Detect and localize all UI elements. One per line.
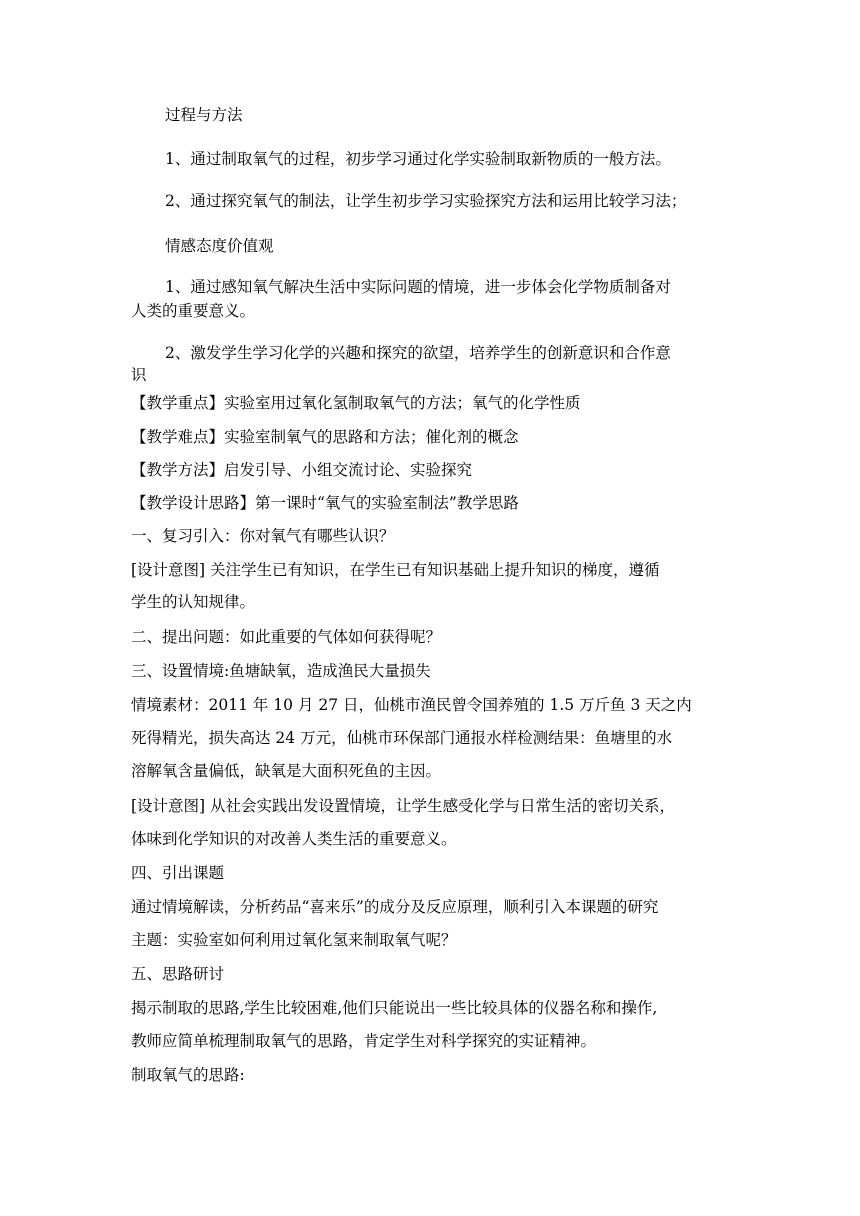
paragraph-line: 识 — [131, 366, 147, 384]
teaching-difficulties — [131, 422, 737, 452]
teaching-design-idea — [131, 488, 737, 518]
discussion-content — [131, 993, 737, 1056]
paragraph-line: 死得精光，损失高达 24 万元，仙桃市环保部门通报水样检测结果：鱼塘里的水 — [131, 729, 673, 747]
paragraph-process-2 — [131, 186, 737, 216]
step-2-question — [131, 622, 737, 652]
paragraph-emotion-2 — [131, 338, 737, 390]
paragraph-emotion-1 — [131, 272, 737, 326]
paragraph-line: 揭示制取的思路,学生比较困难,他们只能说出一些比较具体的仪器名称和操作, — [131, 999, 658, 1017]
paragraph-line: 2、激发学生学习化学的兴趣和探究的欲望，培养学生的创新意识和合作意 — [165, 344, 671, 362]
section-heading-emotion-values — [131, 231, 737, 261]
paragraph-line: 过程与方法 — [165, 106, 243, 124]
design-intent-1 — [131, 555, 737, 617]
paragraph-line: 一、复习引入：你对氧气有哪些认识？ — [131, 527, 395, 545]
paragraph-line: 溶解氧含量偏低，缺氧是大面积死鱼的主因。 — [131, 762, 442, 780]
paragraph-line: [设计意图] 关注学生已有知识，在学生已有知识基础上提升知识的梯度，遵循 — [131, 561, 660, 579]
teaching-key-points — [131, 388, 737, 418]
paragraph-line: 【教学难点】实验室制氧气的思路和方法；催化剂的概念 — [131, 428, 519, 446]
paragraph-line: 体味到化学知识的对改善人类生活的重要意义。 — [131, 830, 457, 848]
paragraph-line: 三、设置情境:鱼塘缺氧，造成渔民大量损失 — [131, 662, 431, 680]
paragraph-line: 【教学重点】实验室用过氧化氢制取氧气的方法；氧气的化学性质 — [131, 394, 581, 412]
paragraph-line: 情感态度价值观 — [165, 237, 274, 255]
scenario-material — [131, 690, 737, 786]
paragraph-line: 二、提出问题：如此重要的气体如何获得呢？ — [131, 628, 442, 646]
paragraph-line: 四、引出课题 — [131, 864, 225, 882]
paragraph-process-1 — [131, 144, 737, 174]
paragraph-line: 通过情境解读，分析药品“喜来乐”的成分及反应原理，顺利引入本课题的研究 — [131, 898, 659, 916]
paragraph-line: 情境素材：2011 年 10 月 27 日，仙桃市渔民曾令国养殖的 1.5 万斤鱼 3 天之内 — [131, 696, 692, 714]
section-heading-process-method — [131, 100, 737, 130]
paragraph-line: 【教学设计思路】第一课时“氧气的实验室制法”教学思路 — [131, 494, 519, 512]
step-1-review — [131, 521, 737, 551]
paragraph-line: [设计意图] 从社会实践出发设置情境，让学生感受化学与日常生活的密切关系， — [131, 797, 676, 815]
paragraph-line: 学生的认知规律。 — [131, 593, 256, 611]
oxygen-preparation-idea — [131, 1060, 737, 1090]
paragraph-line: 教师应简单梳理制取氧气的思路，肯定学生对科学探究的实证精神。 — [131, 1032, 597, 1050]
paragraph-line: 主题：实验室如何利用过氧化氢来制取氧气呢？ — [131, 931, 457, 949]
topic-introduction — [131, 892, 737, 955]
teaching-methods — [131, 455, 737, 485]
paragraph-line: 1、通过制取氧气的过程，初步学习通过化学实验制取新物质的一般方法。 — [165, 150, 671, 168]
paragraph-line: 2、通过探究氧气的制法，让学生初步学习实验探究方法和运用比较学习法； — [165, 192, 687, 210]
paragraph-line: 【教学方法】启发引导、小组交流讨论、实验探究 — [131, 461, 473, 479]
paragraph-line: 制取氧气的思路: — [131, 1066, 245, 1084]
paragraph-line: 人类的重要意义。 — [131, 302, 256, 320]
paragraph-line: 1、通过感知氧气解决生活中实际问题的情境，进一步体会化学物质制备对 — [165, 278, 671, 296]
paragraph-line: 五、思路研讨 — [131, 965, 225, 983]
step-4-topic — [131, 858, 737, 888]
design-intent-2 — [131, 791, 737, 854]
step-3-scenario — [131, 656, 737, 686]
step-5-discussion — [131, 959, 737, 989]
